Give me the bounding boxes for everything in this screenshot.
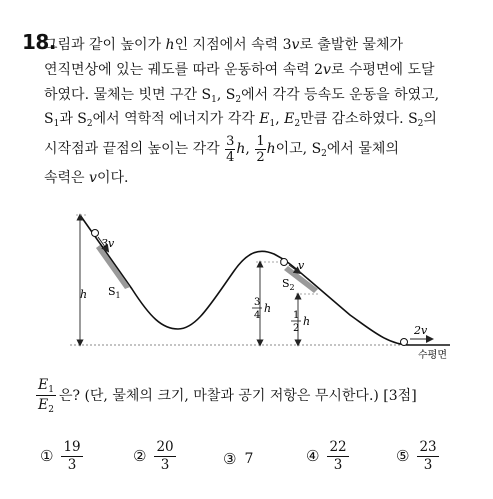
question-line-3 (44, 83, 480, 108)
text-segment: , (245, 141, 255, 158)
fraction-numerator: 1 (256, 133, 265, 149)
var-E: E (284, 111, 295, 128)
fraction-three-quarters (225, 135, 235, 164)
subscript: 2 (294, 119, 301, 130)
choice-marker: ⑤ (396, 447, 410, 466)
question-line-4 (44, 107, 480, 132)
subscript: 1 (211, 94, 217, 105)
text-segment: 연직면상에 있는 궤도를 따라 운동하여 속력 2 (44, 61, 324, 78)
text-segment: 이다. (96, 170, 129, 187)
text-segment: 이고, S (275, 141, 322, 158)
fraction-numerator: 22 (329, 439, 347, 455)
subscript: 2 (48, 404, 54, 415)
var-h: h (266, 141, 276, 158)
choice-marker: ② (133, 447, 147, 466)
subscript: 1 (53, 119, 60, 130)
object-end (401, 339, 408, 346)
text-segment: S (44, 111, 54, 128)
subscript: 2 (321, 149, 327, 160)
track-curve (80, 215, 450, 345)
label-3-4h-h: h (264, 302, 272, 315)
subscript: 2 (417, 119, 424, 130)
var-h: h (236, 141, 246, 158)
fraction-one-half (255, 135, 265, 164)
choice-fraction (154, 440, 175, 473)
text-segment: 과 S (59, 111, 87, 128)
text-segment: 하였다. 물체는 빗면 구간 S (44, 86, 212, 103)
choice-fraction (327, 440, 348, 473)
question-line-6 (44, 166, 480, 191)
choice-marker: ① (40, 447, 54, 466)
fraction-numerator: 23 (419, 439, 437, 455)
label-2v: 2v (414, 324, 428, 337)
label-1-2h-num: 1 (293, 310, 300, 321)
var-h: h (165, 37, 175, 53)
label-3-4h-num: 3 (254, 297, 261, 308)
text-segment: , (275, 111, 285, 128)
text-segment: , S (216, 86, 236, 103)
question-prompt (36, 377, 417, 415)
answer-choices (40, 440, 480, 480)
subscript: 2 (86, 119, 93, 130)
text-segment: 에서 각각 등속도 운동을 하였고, (241, 86, 440, 103)
choice-2[interactable] (133, 440, 176, 473)
fraction-numerator: 19 (63, 439, 81, 455)
track-figure (70, 205, 470, 370)
fraction-denominator: 2 (256, 149, 265, 165)
var-v: v (89, 170, 97, 187)
prompt-text: 은? (단, 물체의 크기, 마찰과 공기 저항은 무시한다.) [3점] (58, 388, 417, 405)
choice-fraction (417, 440, 438, 473)
fraction-denominator: 3 (333, 456, 343, 473)
text-segment: 로 수평면에 도달 (330, 61, 435, 78)
label-1-2h-h: h (303, 315, 311, 328)
choice-1[interactable] (40, 440, 83, 473)
label-3-4h-den: 4 (254, 310, 261, 321)
text-segment: 속력은 (44, 170, 90, 187)
question-line-1 (44, 33, 480, 58)
subscript: 2 (235, 94, 242, 105)
text-segment: 에서 물체의 (326, 141, 399, 158)
choice-marker: ③ (223, 450, 237, 468)
ratio-denominator (36, 396, 56, 413)
ratio-e1-e2 (36, 377, 56, 415)
text-segment: 시작점과 끝점의 높이는 각각 (44, 141, 225, 158)
incline-s1-shade (96, 245, 130, 289)
choice-5[interactable] (396, 440, 439, 473)
question-number: 18. (22, 30, 56, 54)
var-v: v (323, 61, 331, 78)
var-E: E (38, 377, 49, 393)
text-segment: 에서 역학적 에너지가 각각 (92, 111, 260, 128)
var-v: v (291, 37, 300, 53)
choice-value: 7 (244, 451, 254, 467)
label-s1: $S_1$ (108, 285, 121, 300)
subscript: 1 (48, 385, 54, 395)
subscript: 1 (269, 119, 276, 130)
choice-3[interactable] (223, 450, 253, 468)
fraction-numerator: 3 (226, 133, 235, 149)
var-E: E (259, 111, 270, 128)
label-v: v (298, 259, 305, 272)
choice-marker: ④ (306, 447, 320, 466)
label-1-2h-den: 2 (293, 323, 300, 334)
fraction-denominator: 3 (67, 456, 77, 473)
question-line-5 (44, 134, 480, 164)
label-h: h (80, 288, 88, 301)
question-line-2 (44, 58, 480, 83)
fraction-numerator: 20 (156, 439, 174, 455)
fraction-denominator: 3 (160, 456, 170, 473)
choice-4[interactable] (306, 440, 349, 473)
fraction-denominator: 3 (423, 456, 433, 473)
ratio-numerator (36, 378, 56, 396)
var-E: E (38, 396, 49, 413)
track-diagram (70, 205, 470, 370)
text-segment: 그림과 같이 높이가 (44, 37, 166, 53)
text-segment: 로 출발한 물체가 (299, 37, 404, 53)
question-text (44, 33, 480, 191)
text-segment: 만큼 감소하였다. S (300, 111, 418, 128)
text-segment: 의 (423, 111, 437, 128)
text-segment: 인 지점에서 속력 3 (174, 37, 292, 53)
label-3v: 3v (101, 237, 115, 250)
label-ground: 수평면 (418, 350, 447, 361)
object-start (92, 230, 99, 237)
choice-fraction (61, 440, 82, 473)
fraction-denominator: 4 (226, 149, 235, 165)
label-s2: $S_2$ (282, 277, 295, 292)
